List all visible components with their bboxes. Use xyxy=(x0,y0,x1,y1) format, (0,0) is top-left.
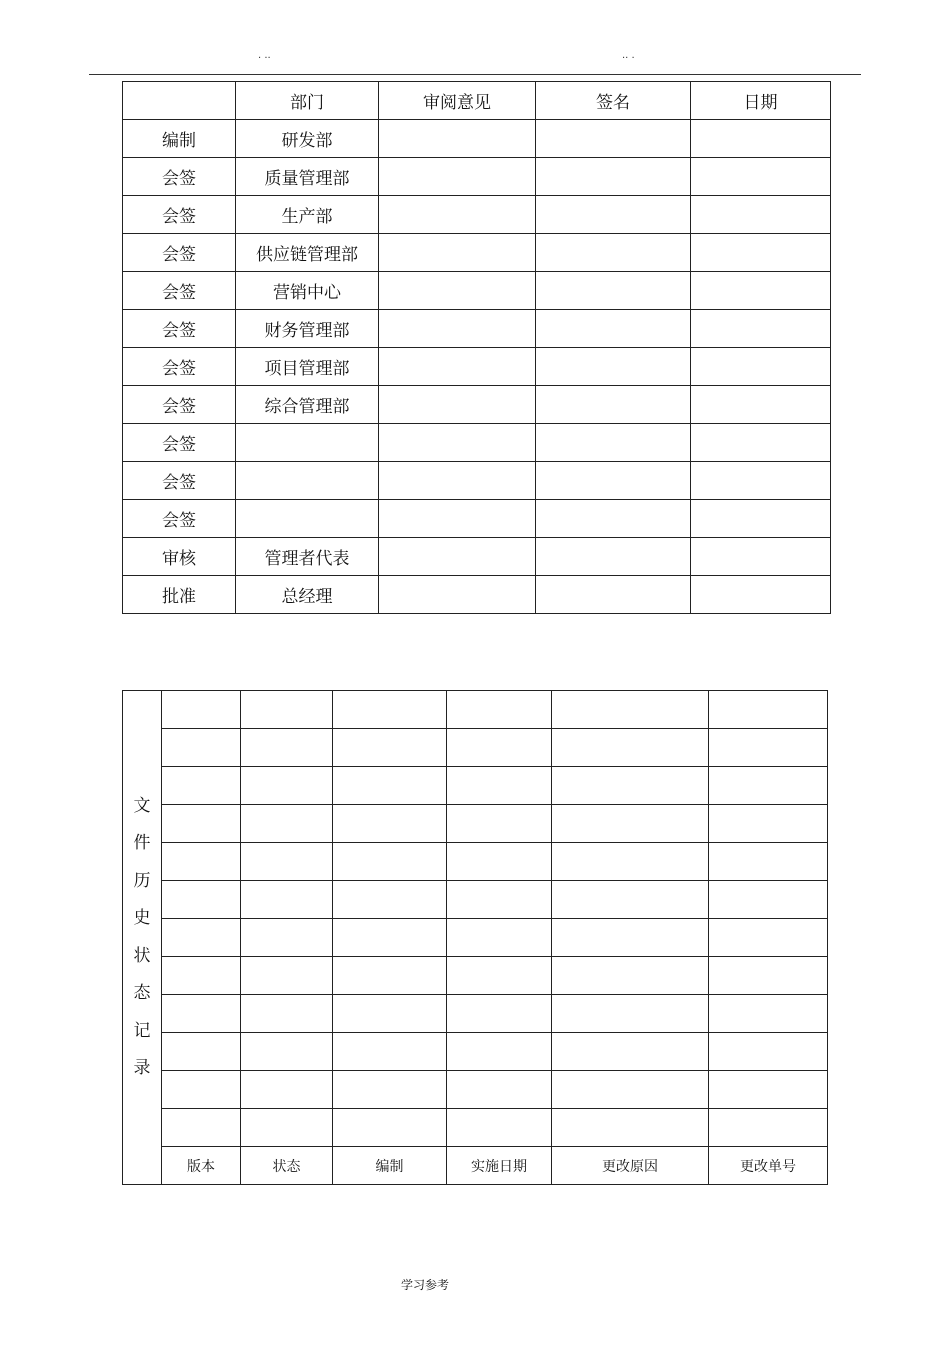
department-cell: 项目管理部 xyxy=(236,348,379,386)
history-cell xyxy=(552,1033,709,1071)
header-cell-role xyxy=(123,82,236,120)
history-cell xyxy=(241,919,333,957)
signature-cell xyxy=(536,424,691,462)
date-cell xyxy=(691,348,831,386)
history-cell xyxy=(552,1071,709,1109)
history-cell xyxy=(333,729,447,767)
history-cell xyxy=(162,1033,241,1071)
review-comments-cell xyxy=(379,538,536,576)
role-cell: 会签 xyxy=(123,234,236,272)
role-cell: 会签 xyxy=(123,462,236,500)
header-cell-review-comments: 审阅意见 xyxy=(379,82,536,120)
approval-row xyxy=(123,196,831,234)
history-cell xyxy=(162,995,241,1033)
history-cell xyxy=(447,691,552,729)
approval-row xyxy=(123,120,831,158)
review-comments-cell xyxy=(379,500,536,538)
history-table-body xyxy=(123,691,828,1185)
history-cell xyxy=(241,1033,333,1071)
signature-cell xyxy=(536,310,691,348)
role-cell: 会签 xyxy=(123,500,236,538)
approval-row xyxy=(123,348,831,386)
history-cell xyxy=(162,767,241,805)
date-cell xyxy=(691,576,831,614)
history-column-label: 版本 xyxy=(162,1147,241,1185)
page-footer: 学习参考 xyxy=(400,1278,449,1292)
review-comments-cell xyxy=(379,196,536,234)
review-comments-cell xyxy=(379,462,536,500)
history-cell xyxy=(333,881,447,919)
history-column-label: 实施日期 xyxy=(447,1147,552,1185)
history-cell xyxy=(709,729,828,767)
header-cell-date: 日期 xyxy=(691,82,831,120)
side-label-char: 史 xyxy=(133,908,151,928)
history-row xyxy=(123,1033,828,1071)
history-cell xyxy=(333,843,447,881)
history-cell xyxy=(333,767,447,805)
approval-row xyxy=(123,576,831,614)
history-cell xyxy=(241,805,333,843)
history-cell xyxy=(447,881,552,919)
history-cell xyxy=(447,1071,552,1109)
history-column-label: 更改原因 xyxy=(552,1147,709,1185)
history-cell xyxy=(709,767,828,805)
role-cell: 会签 xyxy=(123,386,236,424)
side-label-char: 记 xyxy=(133,1020,151,1041)
history-row xyxy=(123,767,828,805)
history-cell xyxy=(552,691,709,729)
history-row xyxy=(123,805,828,843)
history-row xyxy=(123,881,828,919)
history-cell xyxy=(552,995,709,1033)
history-side-label xyxy=(123,691,162,1185)
date-cell xyxy=(691,538,831,576)
history-row xyxy=(123,957,828,995)
date-cell xyxy=(691,424,831,462)
role-cell: 会签 xyxy=(123,158,236,196)
signature-cell xyxy=(536,500,691,538)
approval-row xyxy=(123,424,831,462)
department-cell xyxy=(236,462,379,500)
history-cell xyxy=(709,957,828,995)
department-cell: 生产部 xyxy=(236,196,379,234)
signature-cell xyxy=(536,120,691,158)
history-cell xyxy=(552,729,709,767)
history-cell xyxy=(241,691,333,729)
signature-cell xyxy=(536,462,691,500)
history-cell xyxy=(552,767,709,805)
history-cell xyxy=(162,843,241,881)
department-cell xyxy=(236,424,379,462)
header-marks-right: .. . xyxy=(622,50,635,61)
history-cell xyxy=(447,805,552,843)
approval-row xyxy=(123,386,831,424)
history-cell xyxy=(333,1109,447,1147)
side-label-char: 状 xyxy=(133,945,151,966)
department-cell: 供应链管理部 xyxy=(236,234,379,272)
history-cell xyxy=(333,1033,447,1071)
side-label-char: 件 xyxy=(133,833,151,853)
department-cell: 财务管理部 xyxy=(236,310,379,348)
history-cell xyxy=(552,919,709,957)
history-cell xyxy=(241,995,333,1033)
history-label-row xyxy=(123,1147,828,1185)
approval-table xyxy=(122,81,831,614)
department-cell: 综合管理部 xyxy=(236,386,379,424)
role-cell: 会签 xyxy=(123,196,236,234)
history-column-label: 状态 xyxy=(241,1147,333,1185)
history-row xyxy=(123,1109,828,1147)
side-label-char: 文 xyxy=(133,795,151,816)
signature-cell xyxy=(536,386,691,424)
header-cell-department: 部门 xyxy=(236,82,379,120)
history-row xyxy=(123,691,828,729)
date-cell xyxy=(691,462,831,500)
date-cell xyxy=(691,310,831,348)
department-cell: 总经理 xyxy=(236,576,379,614)
approval-row xyxy=(123,234,831,272)
role-cell: 会签 xyxy=(123,272,236,310)
role-cell: 批准 xyxy=(123,576,236,614)
history-cell xyxy=(162,729,241,767)
signature-cell xyxy=(536,576,691,614)
department-cell: 营销中心 xyxy=(236,272,379,310)
role-cell: 会签 xyxy=(123,348,236,386)
history-row xyxy=(123,843,828,881)
history-cell xyxy=(241,767,333,805)
history-column-label: 编制 xyxy=(333,1147,447,1185)
department-cell: 研发部 xyxy=(236,120,379,158)
date-cell xyxy=(691,158,831,196)
history-cell xyxy=(552,843,709,881)
review-comments-cell xyxy=(379,272,536,310)
history-cell xyxy=(552,1109,709,1147)
history-cell xyxy=(447,1109,552,1147)
history-cell xyxy=(241,1109,333,1147)
department-cell: 质量管理部 xyxy=(236,158,379,196)
history-column-label: 更改单号 xyxy=(709,1147,828,1185)
date-cell xyxy=(691,196,831,234)
approval-row xyxy=(123,538,831,576)
approval-row xyxy=(123,272,831,310)
header-cell-signature: 签名 xyxy=(536,82,691,120)
history-cell xyxy=(162,1071,241,1109)
history-cell xyxy=(709,1033,828,1071)
approval-row xyxy=(123,462,831,500)
review-comments-cell xyxy=(379,234,536,272)
history-cell xyxy=(709,1071,828,1109)
history-cell xyxy=(447,957,552,995)
history-cell xyxy=(552,881,709,919)
header-rule xyxy=(89,74,861,75)
department-cell: 管理者代表 xyxy=(236,538,379,576)
department-cell xyxy=(236,500,379,538)
history-cell xyxy=(333,919,447,957)
review-comments-cell xyxy=(379,310,536,348)
role-cell: 会签 xyxy=(123,424,236,462)
history-cell xyxy=(162,919,241,957)
history-cell xyxy=(447,995,552,1033)
approval-table-body xyxy=(123,82,831,614)
history-cell xyxy=(241,881,333,919)
signature-cell xyxy=(536,234,691,272)
date-cell xyxy=(691,500,831,538)
history-cell xyxy=(447,919,552,957)
approval-row xyxy=(123,500,831,538)
history-cell xyxy=(333,1071,447,1109)
history-cell xyxy=(241,843,333,881)
history-cell xyxy=(162,805,241,843)
history-cell xyxy=(241,1071,333,1109)
review-comments-cell xyxy=(379,424,536,462)
review-comments-cell xyxy=(379,386,536,424)
history-cell xyxy=(552,805,709,843)
signature-cell xyxy=(536,158,691,196)
history-row xyxy=(123,995,828,1033)
history-cell xyxy=(333,691,447,729)
history-cell xyxy=(162,1109,241,1147)
history-cell xyxy=(447,767,552,805)
history-cell xyxy=(162,881,241,919)
history-cell xyxy=(333,995,447,1033)
date-cell xyxy=(691,120,831,158)
signature-cell xyxy=(536,538,691,576)
history-cell xyxy=(333,957,447,995)
review-comments-cell xyxy=(379,348,536,386)
role-cell: 审核 xyxy=(123,538,236,576)
history-cell xyxy=(162,957,241,995)
history-cell xyxy=(241,957,333,995)
side-label-char: 录 xyxy=(133,1058,151,1078)
history-row xyxy=(123,919,828,957)
signature-cell xyxy=(536,348,691,386)
history-cell xyxy=(447,843,552,881)
history-row xyxy=(123,729,828,767)
history-cell xyxy=(552,957,709,995)
side-label-char: 态 xyxy=(133,983,151,1003)
header-marks-left: . .. xyxy=(258,50,271,61)
history-cell xyxy=(162,691,241,729)
history-cell xyxy=(241,729,333,767)
review-comments-cell xyxy=(379,158,536,196)
history-cell xyxy=(447,1033,552,1071)
history-cell xyxy=(709,995,828,1033)
history-row xyxy=(123,1071,828,1109)
role-cell: 会签 xyxy=(123,310,236,348)
signature-cell xyxy=(536,272,691,310)
side-label-char: 历 xyxy=(133,870,151,891)
history-cell xyxy=(333,805,447,843)
date-cell xyxy=(691,234,831,272)
review-comments-cell xyxy=(379,576,536,614)
review-comments-cell xyxy=(379,120,536,158)
approval-row xyxy=(123,310,831,348)
history-cell xyxy=(447,729,552,767)
signature-cell xyxy=(536,196,691,234)
history-cell xyxy=(709,881,828,919)
approval-row xyxy=(123,158,831,196)
date-cell xyxy=(691,272,831,310)
approval-header-row xyxy=(123,82,831,120)
history-cell xyxy=(709,843,828,881)
history-cell xyxy=(709,691,828,729)
history-cell xyxy=(709,1109,828,1147)
history-cell xyxy=(709,919,828,957)
history-cell xyxy=(709,805,828,843)
history-table xyxy=(122,690,828,1185)
role-cell: 编制 xyxy=(123,120,236,158)
date-cell xyxy=(691,386,831,424)
